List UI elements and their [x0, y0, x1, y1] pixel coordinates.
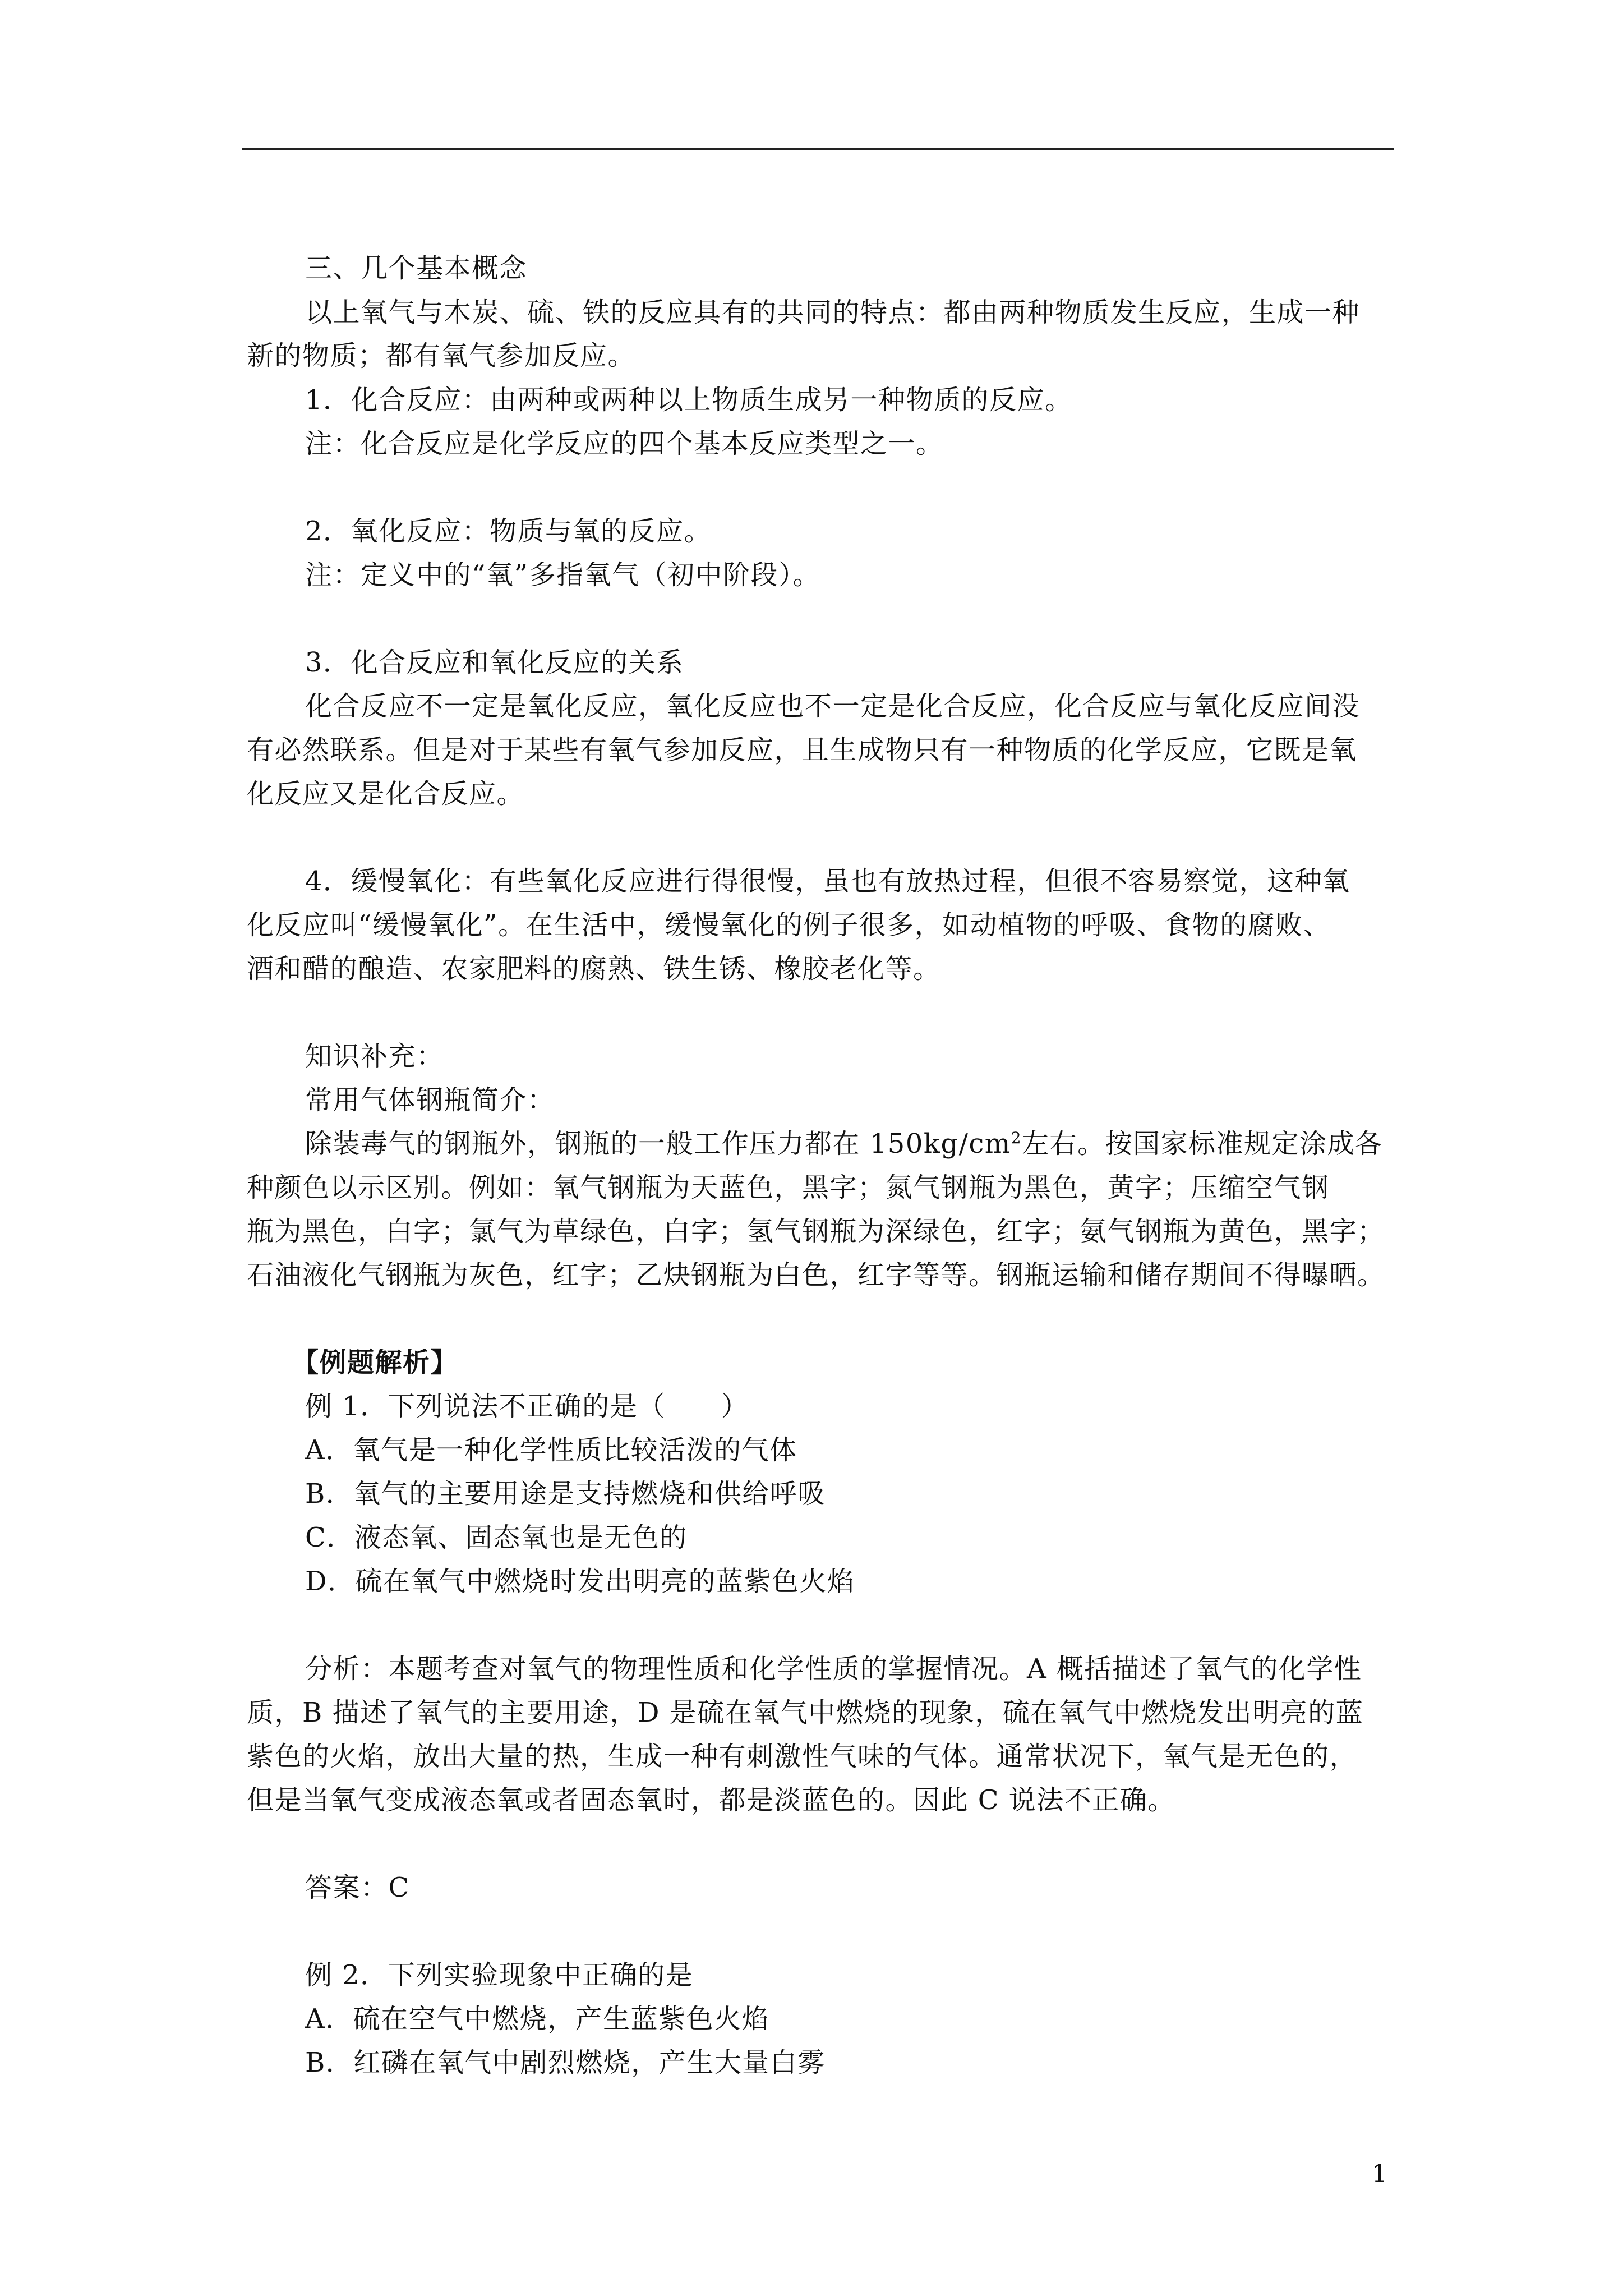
example-1-option-a: A．氧气是一种化学性质比较活泼的气体: [305, 1434, 797, 1466]
supplement-line-3: 瓶为黑色，白字；氯气为草绿色，白字；氢气钢瓶为深绿色，红字；氨气钢瓶为黄色，黑字；: [247, 1216, 1385, 1247]
supplement-line-2: 种颜色以示区别。例如：氧气钢瓶为天蓝色，黑字；氮气钢瓶为黑色，黄字；压缩空气钢: [247, 1172, 1330, 1203]
supplement-line-1-after: 左右。按国家标准规定涂成各: [1022, 1128, 1383, 1159]
superscript-2: 2: [1011, 1129, 1022, 1147]
concept-2-note: 注：定义中的“氧”多指氧气（初中阶段）。: [305, 559, 821, 591]
example-1-analysis-line-1: 分析：本题考查对氧气的物理性质和化学性质的掌握情况。A 概括描述了氧气的化学性: [305, 1653, 1362, 1685]
example-1-analysis-line-3: 紫色的火焰，放出大量的热，生成一种有刺激性气味的气体。通常状况下，氧气是无色的，: [247, 1741, 1358, 1772]
supplement-line-4: 石油液化气钢瓶为灰色，红字；乙炔钢瓶为白色，红字等等。钢瓶运输和储存期间不得曝晒。: [247, 1259, 1385, 1291]
intro-line-1: 以上氧气与木炭、硫、铁的反应具有的共同的特点：都由两种物质发生反应，生成一种: [305, 297, 1361, 328]
header-rule: [242, 148, 1394, 150]
example-1-analysis-line-2: 质，B 描述了氧气的主要用途，D 是硫在氧气中燃烧的现象，硫在氧气中燃烧发出明亮的蓝: [247, 1697, 1364, 1728]
example-2-option-a: A．硫在空气中燃烧，产生蓝紫色火焰: [305, 2003, 770, 2035]
supplement-line-1: [305, 1127, 1383, 1161]
concept-4-line-2: 化反应叫“缓慢氧化”。在生活中，缓慢氧化的例子很多，如动植物的呼吸、食物的腐败、: [247, 909, 1331, 941]
examples-heading: 【例题解析】: [292, 1347, 459, 1378]
page-number: 1: [1372, 2160, 1387, 2188]
intro-line-2: 新的物质；都有氧气参加反应。: [247, 340, 636, 371]
supplement-line-1-before: 除装毒气的钢瓶外，钢瓶的一般工作压力都在 150kg/cm: [305, 1128, 1011, 1159]
concept-1-note: 注：化合反应是化学反应的四个基本反应类型之一。: [305, 428, 944, 459]
concept-3-title: 3．化合反应和氧化反应的关系: [305, 647, 684, 678]
concept-4-line-1: 4．缓慢氧化：有些氧化反应进行得很慢，虽也有放热过程，但很不容易察觉，这种氧: [305, 866, 1350, 897]
example-1-question: 例 1．下列说法不正确的是（ ）: [305, 1391, 749, 1422]
example-1-analysis-line-4: 但是当氧气变成液态氧或者固态氧时，都是淡蓝色的。因此 C 说法不正确。: [247, 1784, 1175, 1816]
supplement-subtitle: 常用气体钢瓶简介：: [305, 1084, 555, 1116]
concept-2-definition: 2．氧化反应：物质与氧的反应。: [305, 516, 712, 547]
example-1-answer: 答案：C: [305, 1872, 410, 1903]
example-2-question: 例 2．下列实验现象中正确的是: [305, 1959, 694, 1991]
section-title: 三、几个基本概念: [305, 252, 528, 284]
example-2-option-b: B．红磷在氧气中剧烈燃烧，产生大量白雾: [305, 2047, 826, 2078]
example-1-option-b: B．氧气的主要用途是支持燃烧和供给呼吸: [305, 1478, 826, 1510]
example-1-option-d: D．硫在氧气中燃烧时发出明亮的蓝紫色火焰: [305, 1566, 855, 1597]
concept-4-line-3: 酒和醋的酿造、农家肥料的腐熟、铁生锈、橡胶老化等。: [247, 953, 941, 984]
concept-1-definition: 1．化合反应：由两种或两种以上物质生成另一种物质的反应。: [305, 384, 1073, 416]
example-1-option-c: C．液态氧、固态氧也是无色的: [305, 1522, 688, 1553]
concept-3-line-2: 有必然联系。但是对于某些有氧气参加反应，且生成物只有一种物质的化学反应，它既是氧: [247, 734, 1358, 766]
concept-3-line-3: 化反应又是化合反应。: [247, 778, 525, 809]
concept-3-line-1: 化合反应不一定是氧化反应，氧化反应也不一定是化合反应，化合反应与氧化反应间没: [305, 691, 1361, 722]
supplement-title: 知识补充：: [305, 1041, 444, 1072]
